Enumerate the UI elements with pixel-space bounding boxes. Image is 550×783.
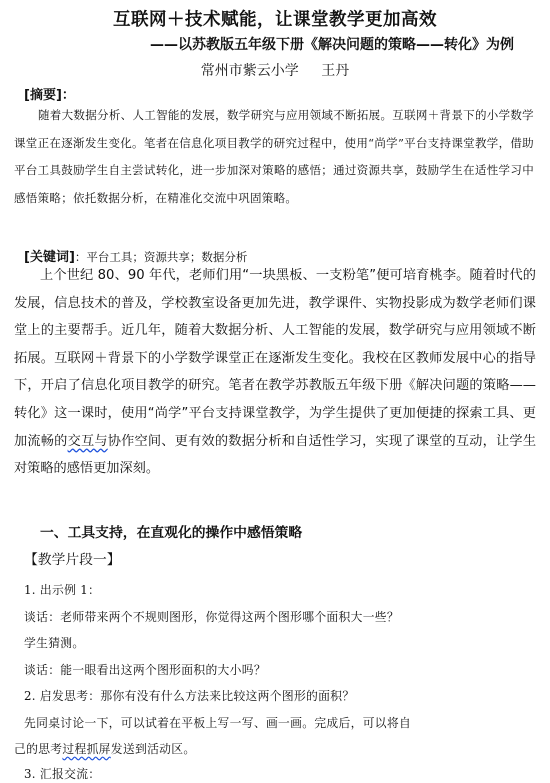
student-guess-line: 学生猜测。 (24, 636, 85, 650)
abstract-label-row (14, 84, 534, 103)
dialogue-line-1: 谈话：老师带来两个不规则图形，你觉得这两个图形哪个面积大一些？ (24, 610, 400, 624)
keywords-label: [关键词] (24, 250, 75, 265)
dialogue-line-2: 谈话：能一眼看出这两个图形面积的大小吗？ (24, 663, 266, 677)
intro-paragraph (14, 262, 536, 483)
keywords-text: ：平台工具；资源共享；数据分析 (74, 250, 248, 264)
instruction-spellcheck-mark: 过程抓屏 (62, 742, 111, 756)
step-1: 1. 出示例 1： (24, 583, 101, 597)
author-name: 王丹 (321, 63, 350, 79)
author-line (0, 60, 550, 80)
abstract-text: 随着大数据分析、人工智能的发展，数学研究与应用领域不断拓展。互联网＋背景下的小学数学课堂正在逐渐发生变化。笔者在信息化项目教学的研究过程中，使用“尚学”平台支持课堂教学，借助平台工具鼓励学生自主尝试转化，进一步加深对策略的感悟；通过资源共享，鼓励学生在适性学习中感悟策略；依托数据分析，在精准化交流中巩固策略。 (14, 108, 534, 205)
instruction-line-cont (14, 740, 534, 757)
abstract-label: [摘要]： (24, 88, 75, 103)
step-3: 3. 汇报交流： (24, 767, 101, 781)
intro-text-part2: 协作空间、更有效的数据分析和自适性学习，实现了课堂的互动，让学生对策略的感悟更加深刻。 (14, 433, 537, 477)
document-title: 互联网＋技术赋能，让课堂教学更加高效 (113, 10, 437, 30)
fragment-heading: 【教学片段一】 (24, 552, 121, 568)
intro-text-part1: 上个世纪 80、90 年代，老师们用“一块黑板、一支粉笔”便可培育桃李。随着时代的发展，信息技术的普及，学校教室设备更加先进，教学课件、实物投影成为数学老师们课堂上的主要帮手。近几年，随着大数据分析、人工智能的发展，数学研究与应用领域不断拓展。互联网＋背景下的小学数学课堂正在逐渐发生变化。我校在区教师发展中心的指导下，开启了信息化项目教学的研究。笔者在教学苏教版五年级下册《解决问题的策略——转化》这一课时，使用“尚学”平台支持课堂教学，为学生提供了更加便捷的探索工具、更加流畅的 (14, 268, 536, 449)
intro-spellcheck-mark: 交互与 (67, 433, 108, 449)
instruction-line: 先同桌讨论一下，可以试着在平板上写一写、画一画。完成后，可以将自 (24, 716, 412, 730)
document-subtitle: ——以苏教版五年级下册《解决问题的策略——转化》为例 (150, 37, 514, 53)
author-school: 常州市紫云小学 (200, 63, 299, 79)
instruction-cont-a: 己的思考 (14, 742, 63, 756)
instruction-cont-b: 发送到活动区。 (110, 742, 196, 756)
step-2: 2. 启发思考：那你有没有什么方法来比较这两个图形的面积？ (24, 689, 355, 703)
section-heading: 一、工具支持，在直观化的操作中感悟策略 (40, 525, 303, 541)
